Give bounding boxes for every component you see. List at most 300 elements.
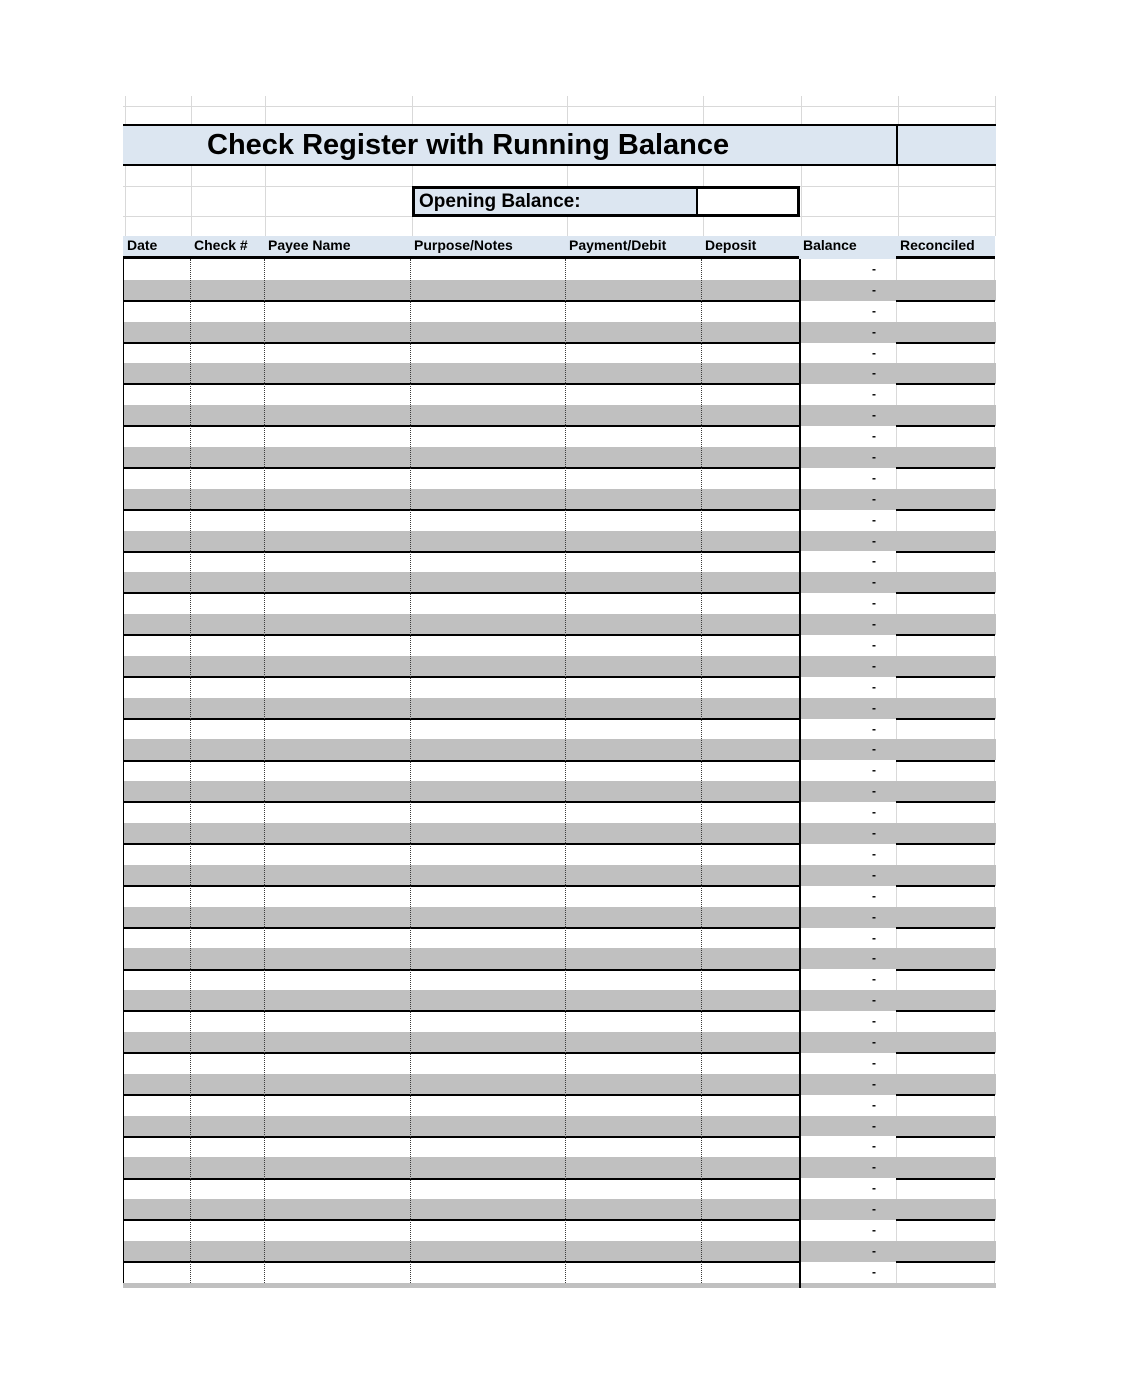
cell-purpose-notes[interactable] [410,551,565,572]
cell-deposit[interactable] [701,969,799,990]
cell-payment-debit[interactable] [565,1011,701,1032]
cell-check-number[interactable] [190,865,264,886]
cell-date[interactable] [123,1095,190,1116]
cell-purpose-notes[interactable] [410,343,565,364]
cell-check-number[interactable] [190,1053,264,1074]
cell-payee-name[interactable] [264,259,410,280]
cell-reconciled[interactable] [896,907,995,928]
cell-balance[interactable]: - [872,700,876,715]
cell-reconciled[interactable] [896,1032,995,1053]
cell-balance[interactable]: - [872,450,876,465]
cell-check-number[interactable] [190,635,264,656]
cell-check-number[interactable] [190,510,264,531]
cell-balance[interactable]: - [872,575,876,590]
cell-check-number[interactable] [190,1095,264,1116]
cell-date[interactable] [123,760,190,781]
cell-check-number[interactable] [190,719,264,740]
cell-balance[interactable]: - [872,387,876,402]
cell-deposit[interactable] [701,447,799,468]
cell-balance[interactable]: - [872,1160,876,1175]
cell-payee-name[interactable] [264,823,410,844]
cell-reconciled[interactable] [896,572,995,593]
cell-payee-name[interactable] [264,343,410,364]
cell-date[interactable] [123,823,190,844]
cell-date[interactable] [123,322,190,343]
cell-purpose-notes[interactable] [410,259,565,280]
cell-reconciled[interactable] [896,301,995,322]
cell-payee-name[interactable] [264,886,410,907]
cell-payment-debit[interactable] [565,865,701,886]
cell-purpose-notes[interactable] [410,760,565,781]
cell-reconciled[interactable] [896,698,995,719]
cell-balance[interactable]: - [872,846,876,861]
cell-date[interactable] [123,886,190,907]
cell-payment-debit[interactable] [565,948,701,969]
cell-payment-debit[interactable] [565,802,701,823]
cell-purpose-notes[interactable] [410,781,565,802]
cell-check-number[interactable] [190,990,264,1011]
cell-payee-name[interactable] [264,1116,410,1137]
cell-payee-name[interactable] [264,426,410,447]
cell-reconciled[interactable] [896,447,995,468]
cell-payment-debit[interactable] [565,990,701,1011]
cell-deposit[interactable] [701,572,799,593]
cell-deposit[interactable] [701,405,799,426]
cell-payee-name[interactable] [264,489,410,510]
cell-payee-name[interactable] [264,719,410,740]
cell-date[interactable] [123,1011,190,1032]
cell-balance[interactable]: - [872,429,876,444]
cell-payment-debit[interactable] [565,823,701,844]
cell-check-number[interactable] [190,572,264,593]
cell-payment-debit[interactable] [565,1262,701,1283]
cell-deposit[interactable] [701,468,799,489]
cell-balance[interactable]: - [872,1222,876,1237]
cell-payment-debit[interactable] [565,447,701,468]
cell-deposit[interactable] [701,823,799,844]
cell-reconciled[interactable] [896,489,995,510]
cell-purpose-notes[interactable] [410,1095,565,1116]
cell-balance[interactable]: - [872,930,876,945]
cell-reconciled[interactable] [896,844,995,865]
cell-payment-debit[interactable] [565,1095,701,1116]
cell-reconciled[interactable] [896,426,995,447]
cell-deposit[interactable] [701,1011,799,1032]
cell-date[interactable] [123,677,190,698]
cell-date[interactable] [123,593,190,614]
cell-payment-debit[interactable] [565,572,701,593]
cell-check-number[interactable] [190,886,264,907]
cell-deposit[interactable] [701,781,799,802]
cell-date[interactable] [123,280,190,301]
cell-deposit[interactable] [701,489,799,510]
cell-payment-debit[interactable] [565,301,701,322]
cell-deposit[interactable] [701,343,799,364]
cell-date[interactable] [123,802,190,823]
cell-reconciled[interactable] [896,1220,995,1241]
cell-deposit[interactable] [701,698,799,719]
cell-check-number[interactable] [190,969,264,990]
cell-purpose-notes[interactable] [410,677,565,698]
cell-date[interactable] [123,865,190,886]
cell-date[interactable] [123,635,190,656]
cell-purpose-notes[interactable] [410,886,565,907]
cell-check-number[interactable] [190,698,264,719]
cell-reconciled[interactable] [896,1011,995,1032]
cell-date[interactable] [123,1178,190,1199]
cell-payment-debit[interactable] [565,907,701,928]
cell-payment-debit[interactable] [565,405,701,426]
cell-payee-name[interactable] [264,1011,410,1032]
cell-purpose-notes[interactable] [410,301,565,322]
cell-date[interactable] [123,551,190,572]
cell-reconciled[interactable] [896,405,995,426]
cell-date[interactable] [123,844,190,865]
cell-check-number[interactable] [190,1199,264,1220]
cell-check-number[interactable] [190,907,264,928]
cell-reconciled[interactable] [896,343,995,364]
cell-date[interactable] [123,1032,190,1053]
cell-check-number[interactable] [190,1074,264,1095]
cell-balance[interactable]: - [872,763,876,778]
cell-reconciled[interactable] [896,865,995,886]
cell-payment-debit[interactable] [565,614,701,635]
cell-payee-name[interactable] [264,1241,410,1262]
cell-check-number[interactable] [190,1262,264,1283]
cell-payee-name[interactable] [264,405,410,426]
cell-deposit[interactable] [701,363,799,384]
cell-date[interactable] [123,405,190,426]
cell-payment-debit[interactable] [565,656,701,677]
cell-payee-name[interactable] [264,969,410,990]
cell-balance[interactable]: - [872,805,876,820]
cell-reconciled[interactable] [896,948,995,969]
cell-balance[interactable]: - [872,408,876,423]
cell-date[interactable] [123,1053,190,1074]
cell-check-number[interactable] [190,447,264,468]
cell-balance[interactable]: - [872,993,876,1008]
cell-purpose-notes[interactable] [410,1178,565,1199]
cell-check-number[interactable] [190,1136,264,1157]
cell-reconciled[interactable] [896,531,995,552]
cell-purpose-notes[interactable] [410,865,565,886]
cell-balance[interactable]: - [872,638,876,653]
cell-check-number[interactable] [190,489,264,510]
cell-check-number[interactable] [190,677,264,698]
cell-date[interactable] [123,1241,190,1262]
cell-payee-name[interactable] [264,280,410,301]
cell-date[interactable] [123,719,190,740]
cell-check-number[interactable] [190,1178,264,1199]
cell-payment-debit[interactable] [565,928,701,949]
cell-deposit[interactable] [701,719,799,740]
cell-deposit[interactable] [701,635,799,656]
cell-purpose-notes[interactable] [410,1011,565,1032]
cell-reconciled[interactable] [896,990,995,1011]
cell-reconciled[interactable] [896,1199,995,1220]
cell-deposit[interactable] [701,990,799,1011]
cell-check-number[interactable] [190,1011,264,1032]
cell-deposit[interactable] [701,551,799,572]
cell-purpose-notes[interactable] [410,489,565,510]
cell-check-number[interactable] [190,928,264,949]
cell-date[interactable] [123,572,190,593]
cell-deposit[interactable] [701,384,799,405]
cell-payee-name[interactable] [264,781,410,802]
cell-balance[interactable]: - [872,345,876,360]
cell-check-number[interactable] [190,948,264,969]
cell-payment-debit[interactable] [565,781,701,802]
cell-payee-name[interactable] [264,322,410,343]
cell-purpose-notes[interactable] [410,928,565,949]
cell-payment-debit[interactable] [565,719,701,740]
cell-date[interactable] [123,1262,190,1283]
cell-date[interactable] [123,1220,190,1241]
cell-payee-name[interactable] [264,1074,410,1095]
cell-balance[interactable]: - [872,324,876,339]
cell-check-number[interactable] [190,760,264,781]
cell-reconciled[interactable] [896,1074,995,1095]
cell-payment-debit[interactable] [565,1241,701,1262]
cell-check-number[interactable] [190,1116,264,1137]
cell-date[interactable] [123,343,190,364]
cell-balance[interactable]: - [872,491,876,506]
cell-check-number[interactable] [190,405,264,426]
cell-deposit[interactable] [701,510,799,531]
cell-payee-name[interactable] [264,698,410,719]
cell-reconciled[interactable] [896,468,995,489]
cell-payment-debit[interactable] [565,1053,701,1074]
cell-payee-name[interactable] [264,677,410,698]
cell-balance[interactable]: - [872,1034,876,1049]
cell-check-number[interactable] [190,1220,264,1241]
cell-date[interactable] [123,1199,190,1220]
cell-payment-debit[interactable] [565,760,701,781]
cell-purpose-notes[interactable] [410,572,565,593]
cell-payment-debit[interactable] [565,844,701,865]
cell-payee-name[interactable] [264,1053,410,1074]
cell-payment-debit[interactable] [565,468,701,489]
cell-check-number[interactable] [190,1157,264,1178]
cell-balance[interactable]: - [872,909,876,924]
cell-balance[interactable]: - [872,1243,876,1258]
cell-purpose-notes[interactable] [410,1199,565,1220]
cell-purpose-notes[interactable] [410,384,565,405]
cell-check-number[interactable] [190,656,264,677]
cell-payee-name[interactable] [264,739,410,760]
cell-balance[interactable]: - [872,1118,876,1133]
cell-reconciled[interactable] [896,760,995,781]
cell-payee-name[interactable] [264,1220,410,1241]
cell-date[interactable] [123,1116,190,1137]
cell-reconciled[interactable] [896,635,995,656]
cell-deposit[interactable] [701,1262,799,1283]
cell-reconciled[interactable] [896,823,995,844]
cell-deposit[interactable] [701,1032,799,1053]
cell-date[interactable] [123,948,190,969]
cell-purpose-notes[interactable] [410,593,565,614]
cell-date[interactable] [123,656,190,677]
cell-deposit[interactable] [701,1116,799,1137]
cell-payment-debit[interactable] [565,384,701,405]
cell-check-number[interactable] [190,823,264,844]
cell-deposit[interactable] [701,739,799,760]
cell-payment-debit[interactable] [565,1032,701,1053]
cell-balance[interactable]: - [872,951,876,966]
cell-check-number[interactable] [190,781,264,802]
cell-balance[interactable]: - [872,1097,876,1112]
cell-check-number[interactable] [190,531,264,552]
cell-payment-debit[interactable] [565,1074,701,1095]
cell-payee-name[interactable] [264,531,410,552]
cell-payee-name[interactable] [264,510,410,531]
cell-date[interactable] [123,990,190,1011]
cell-check-number[interactable] [190,1241,264,1262]
cell-purpose-notes[interactable] [410,1136,565,1157]
opening-balance-input[interactable] [698,189,797,214]
cell-balance[interactable]: - [872,262,876,276]
cell-payment-debit[interactable] [565,1157,701,1178]
cell-deposit[interactable] [701,1095,799,1116]
cell-payment-debit[interactable] [565,426,701,447]
cell-reconciled[interactable] [896,1157,995,1178]
cell-payment-debit[interactable] [565,489,701,510]
cell-purpose-notes[interactable] [410,280,565,301]
cell-payment-debit[interactable] [565,322,701,343]
cell-balance[interactable]: - [872,533,876,548]
cell-deposit[interactable] [701,1199,799,1220]
cell-payee-name[interactable] [264,614,410,635]
cell-purpose-notes[interactable] [410,698,565,719]
cell-purpose-notes[interactable] [410,468,565,489]
cell-purpose-notes[interactable] [410,990,565,1011]
cell-payee-name[interactable] [264,656,410,677]
cell-payment-debit[interactable] [565,1199,701,1220]
cell-date[interactable] [123,928,190,949]
cell-balance[interactable]: - [872,470,876,485]
cell-deposit[interactable] [701,614,799,635]
cell-payee-name[interactable] [264,760,410,781]
cell-check-number[interactable] [190,426,264,447]
cell-payee-name[interactable] [264,1095,410,1116]
cell-purpose-notes[interactable] [410,907,565,928]
cell-purpose-notes[interactable] [410,969,565,990]
cell-payee-name[interactable] [264,907,410,928]
cell-payee-name[interactable] [264,1262,410,1283]
cell-payment-debit[interactable] [565,1116,701,1137]
cell-balance[interactable]: - [872,1264,876,1279]
cell-date[interactable] [123,614,190,635]
cell-payee-name[interactable] [264,447,410,468]
cell-balance[interactable]: - [872,888,876,903]
cell-reconciled[interactable] [896,719,995,740]
cell-purpose-notes[interactable] [410,1032,565,1053]
cell-payee-name[interactable] [264,635,410,656]
cell-payee-name[interactable] [264,468,410,489]
cell-payee-name[interactable] [264,363,410,384]
cell-deposit[interactable] [701,865,799,886]
cell-purpose-notes[interactable] [410,1074,565,1095]
cell-date[interactable] [123,447,190,468]
cell-payee-name[interactable] [264,802,410,823]
cell-payee-name[interactable] [264,301,410,322]
cell-purpose-notes[interactable] [410,802,565,823]
cell-date[interactable] [123,969,190,990]
cell-payee-name[interactable] [264,593,410,614]
cell-check-number[interactable] [190,593,264,614]
cell-deposit[interactable] [701,259,799,280]
cell-payee-name[interactable] [264,551,410,572]
cell-check-number[interactable] [190,343,264,364]
cell-balance[interactable]: - [872,617,876,632]
cell-balance[interactable]: - [872,596,876,611]
cell-deposit[interactable] [701,280,799,301]
cell-payee-name[interactable] [264,844,410,865]
cell-reconciled[interactable] [896,322,995,343]
cell-date[interactable] [123,301,190,322]
cell-balance[interactable]: - [872,658,876,673]
cell-payment-debit[interactable] [565,698,701,719]
cell-reconciled[interactable] [896,969,995,990]
cell-check-number[interactable] [190,614,264,635]
cell-purpose-notes[interactable] [410,447,565,468]
cell-payment-debit[interactable] [565,677,701,698]
cell-balance[interactable]: - [872,554,876,569]
cell-purpose-notes[interactable] [410,1157,565,1178]
cell-reconciled[interactable] [896,1053,995,1074]
cell-deposit[interactable] [701,531,799,552]
cell-date[interactable] [123,259,190,280]
cell-payment-debit[interactable] [565,1136,701,1157]
cell-reconciled[interactable] [896,656,995,677]
cell-payee-name[interactable] [264,928,410,949]
cell-deposit[interactable] [701,886,799,907]
cell-purpose-notes[interactable] [410,1262,565,1283]
cell-date[interactable] [123,510,190,531]
cell-deposit[interactable] [701,1241,799,1262]
cell-deposit[interactable] [701,844,799,865]
cell-date[interactable] [123,907,190,928]
cell-date[interactable] [123,531,190,552]
cell-date[interactable] [123,1074,190,1095]
cell-check-number[interactable] [190,322,264,343]
cell-payment-debit[interactable] [565,363,701,384]
cell-reconciled[interactable] [896,363,995,384]
cell-check-number[interactable] [190,363,264,384]
cell-reconciled[interactable] [896,1241,995,1262]
cell-date[interactable] [123,489,190,510]
cell-purpose-notes[interactable] [410,635,565,656]
cell-purpose-notes[interactable] [410,1053,565,1074]
cell-check-number[interactable] [190,468,264,489]
cell-reconciled[interactable] [896,781,995,802]
cell-deposit[interactable] [701,322,799,343]
cell-date[interactable] [123,384,190,405]
cell-balance[interactable]: - [872,679,876,694]
cell-date[interactable] [123,426,190,447]
cell-balance[interactable]: - [872,742,876,757]
cell-balance[interactable]: - [872,366,876,381]
cell-payee-name[interactable] [264,384,410,405]
cell-payee-name[interactable] [264,1157,410,1178]
cell-date[interactable] [123,468,190,489]
cell-reconciled[interactable] [896,886,995,907]
cell-purpose-notes[interactable] [410,1241,565,1262]
cell-payment-debit[interactable] [565,1220,701,1241]
cell-deposit[interactable] [701,948,799,969]
cell-deposit[interactable] [701,1157,799,1178]
cell-deposit[interactable] [701,760,799,781]
